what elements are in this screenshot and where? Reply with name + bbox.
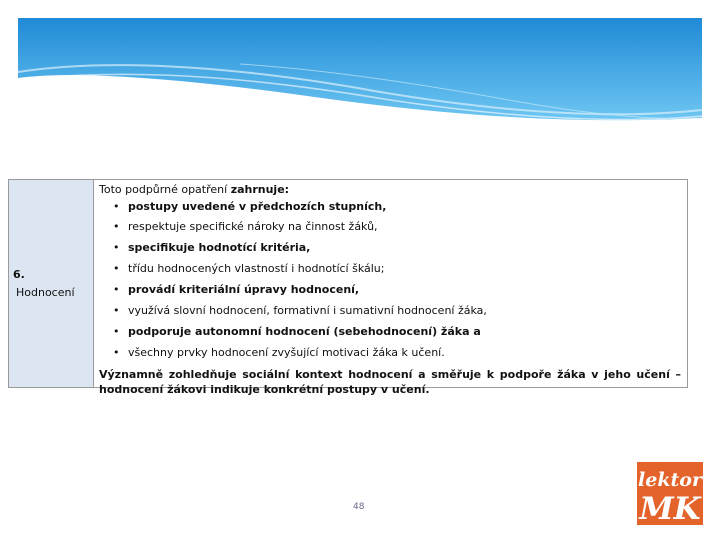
- bullet-icon: •: [113, 199, 120, 213]
- page-number: 48: [353, 502, 365, 512]
- measure-list-item: [113, 325, 681, 339]
- row-title: Hodnocení: [16, 286, 75, 299]
- bullet-icon: •: [113, 303, 120, 317]
- measure-item-text: třídu hodnocených vlastností i hodnotící škálu;: [128, 262, 385, 276]
- measure-item-text: postupy uvedené v předchozích stupních,: [128, 199, 387, 213]
- lektor-mk-logo: [637, 462, 703, 525]
- measure-list-item: [113, 304, 681, 318]
- measure-item-text: všechny prvky hodnocení zvyšující motivaci žáka k učení.: [128, 345, 445, 359]
- measure-list-item: [113, 283, 681, 297]
- measure-item-text: využívá slovní hodnocení, formativní i sumativní hodnocení žáka,: [128, 303, 487, 317]
- bullet-icon: •: [113, 324, 120, 338]
- bullet-icon: •: [113, 220, 120, 234]
- bullet-icon: •: [113, 345, 120, 359]
- bullet-icon: •: [113, 241, 120, 255]
- measure-list-item: [113, 262, 681, 276]
- svg-text:MK: MK: [639, 491, 701, 525]
- row-label-cell: [9, 180, 94, 387]
- measure-item-text: respektuje specifické nároky na činnost žáků,: [128, 220, 378, 234]
- bullet-icon: •: [113, 283, 120, 297]
- measure-item-text: podporuje autonomní hodnocení (sebehodnocení) žáka a: [128, 324, 481, 338]
- intro-bold: zahrnuje:: [230, 183, 290, 196]
- bullet-icon: •: [113, 262, 120, 276]
- support-measure-table: [8, 179, 688, 397]
- intro-line: [99, 183, 681, 197]
- row-number: 6.: [13, 268, 25, 281]
- measure-list-item: [113, 220, 681, 234]
- measure-list-item: [113, 200, 681, 214]
- svg-text:lektor: lektor: [638, 469, 702, 491]
- measure-list-item: [113, 346, 681, 360]
- summary-text: Významně zohledňuje sociální kontext hodnocení a směřuje k podpoře žáka v jeho učení – hodnocení žákovi indikuje konkrétní postupy v učení.: [99, 367, 681, 397]
- measure-item-text: specifikuje hodnotící kritéria,: [128, 241, 311, 255]
- header-wave-banner: [0, 0, 720, 130]
- intro-prefix: Toto podpůrné opatření: [99, 183, 231, 196]
- measure-item-text: provádí kriteriální úpravy hodnocení,: [128, 283, 360, 297]
- measure-list: [99, 200, 681, 360]
- row-content-cell: [94, 180, 687, 397]
- measure-list-item: [113, 241, 681, 255]
